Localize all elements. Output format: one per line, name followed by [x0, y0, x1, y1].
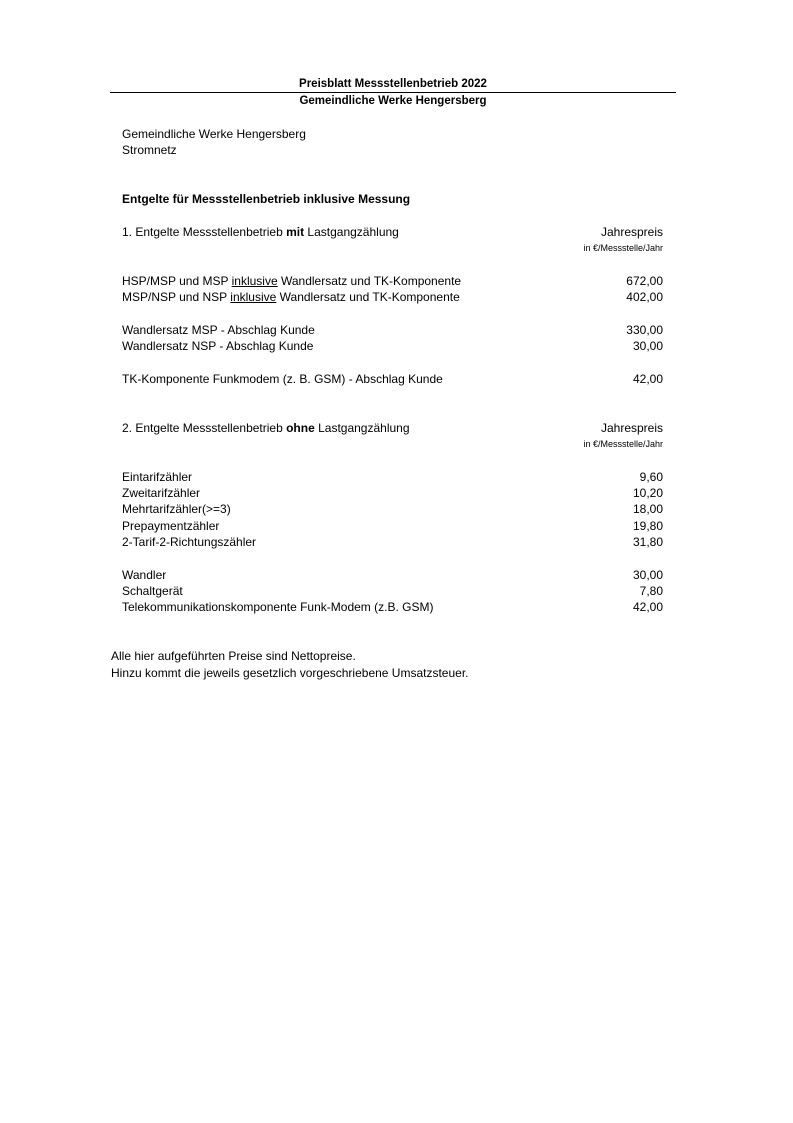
- price-row-value: 30,00: [632, 339, 663, 353]
- price-row-value: 18,00: [632, 502, 663, 516]
- price-row-label: Zweitarifzähler: [122, 486, 201, 500]
- row-label-prefix: MSP/NSP und NSP: [122, 290, 231, 304]
- section2-column-unit: in €/Messstelle/Jahr: [583, 439, 663, 449]
- price-row-label: Wandler: [122, 568, 167, 582]
- price-row-label: Eintarifzähler: [122, 470, 193, 484]
- section2-column-header: Jahrespreis: [600, 421, 663, 435]
- footnote-vat: Hinzu kommt die jeweils gesetzlich vorgeschriebene Umsatzsteuer.: [111, 666, 469, 680]
- price-row-value: 30,00: [632, 568, 663, 582]
- row-label-underlined: inklusive: [230, 290, 277, 304]
- price-row-label: Prepaymentzähler: [122, 519, 220, 533]
- price-row-value: 9,60: [639, 470, 663, 484]
- footnote-net-prices: Alle hier aufgeführten Preise sind Nettopreise.: [111, 649, 356, 663]
- section1-title-suffix: Lastgangzählung: [304, 225, 399, 239]
- price-row-label: 2-Tarif-2-Richtungszähler: [122, 535, 257, 549]
- section2-title-emphasis: ohne: [286, 421, 315, 435]
- price-row-label: Wandlersatz MSP - Abschlag Kunde: [122, 323, 315, 337]
- price-row-value: 402,00: [626, 290, 663, 304]
- section1-column-header: Jahrespreis: [600, 225, 663, 239]
- section2-title: [122, 421, 410, 435]
- price-row-label: [122, 290, 460, 304]
- document-subtitle: Gemeindliche Werke Hengersberg: [299, 95, 487, 107]
- price-row-label: Schaltgerät: [122, 584, 183, 598]
- document-title: Preisblatt Messstellenbetrieb 2022: [299, 78, 487, 90]
- section2-title-prefix: 2. Entgelte Messstellenbetrieb: [122, 421, 287, 435]
- price-row-value: 10,20: [632, 486, 663, 500]
- address-line-network: Stromnetz: [122, 143, 177, 157]
- row-label-suffix: Wandlersatz und TK-Komponente: [277, 274, 462, 288]
- section1-column-unit: in €/Messstelle/Jahr: [583, 243, 663, 253]
- price-row-value: 330,00: [626, 323, 663, 337]
- price-row-label: Mehrtarifzähler(>=3): [122, 502, 231, 516]
- price-row-value: 42,00: [632, 600, 663, 614]
- address-line-company: Gemeindliche Werke Hengersberg: [122, 127, 306, 141]
- price-row-label: Telekommunikationskomponente Funk-Modem (z.B. GSM): [122, 600, 434, 614]
- row-label-prefix: HSP/MSP und MSP: [122, 274, 232, 288]
- price-row-value: 19,80: [632, 519, 663, 533]
- title-divider: [110, 92, 676, 93]
- price-row-value: 7,80: [639, 584, 663, 598]
- price-row-label: Wandlersatz NSP - Abschlag Kunde: [122, 339, 314, 353]
- section1-title-emphasis: mit: [286, 225, 305, 239]
- price-row-value: 31,80: [632, 535, 663, 549]
- section1-title: [122, 225, 399, 239]
- price-row-value: 42,00: [632, 372, 663, 386]
- price-row-label: TK-Komponente Funkmodem (z. B. GSM) - Abschlag Kunde: [122, 372, 443, 386]
- row-label-suffix: Wandlersatz und TK-Komponente: [276, 290, 460, 304]
- price-row-label: [122, 274, 461, 288]
- section2-title-suffix: Lastgangzählung: [314, 421, 410, 435]
- section-heading: Entgelte für Messstellenbetrieb inklusive Messung: [122, 192, 411, 206]
- section1-title-prefix: 1. Entgelte Messstellenbetrieb: [122, 225, 287, 239]
- row-label-underlined: inklusive: [231, 274, 278, 288]
- price-row-value: 672,00: [626, 274, 663, 288]
